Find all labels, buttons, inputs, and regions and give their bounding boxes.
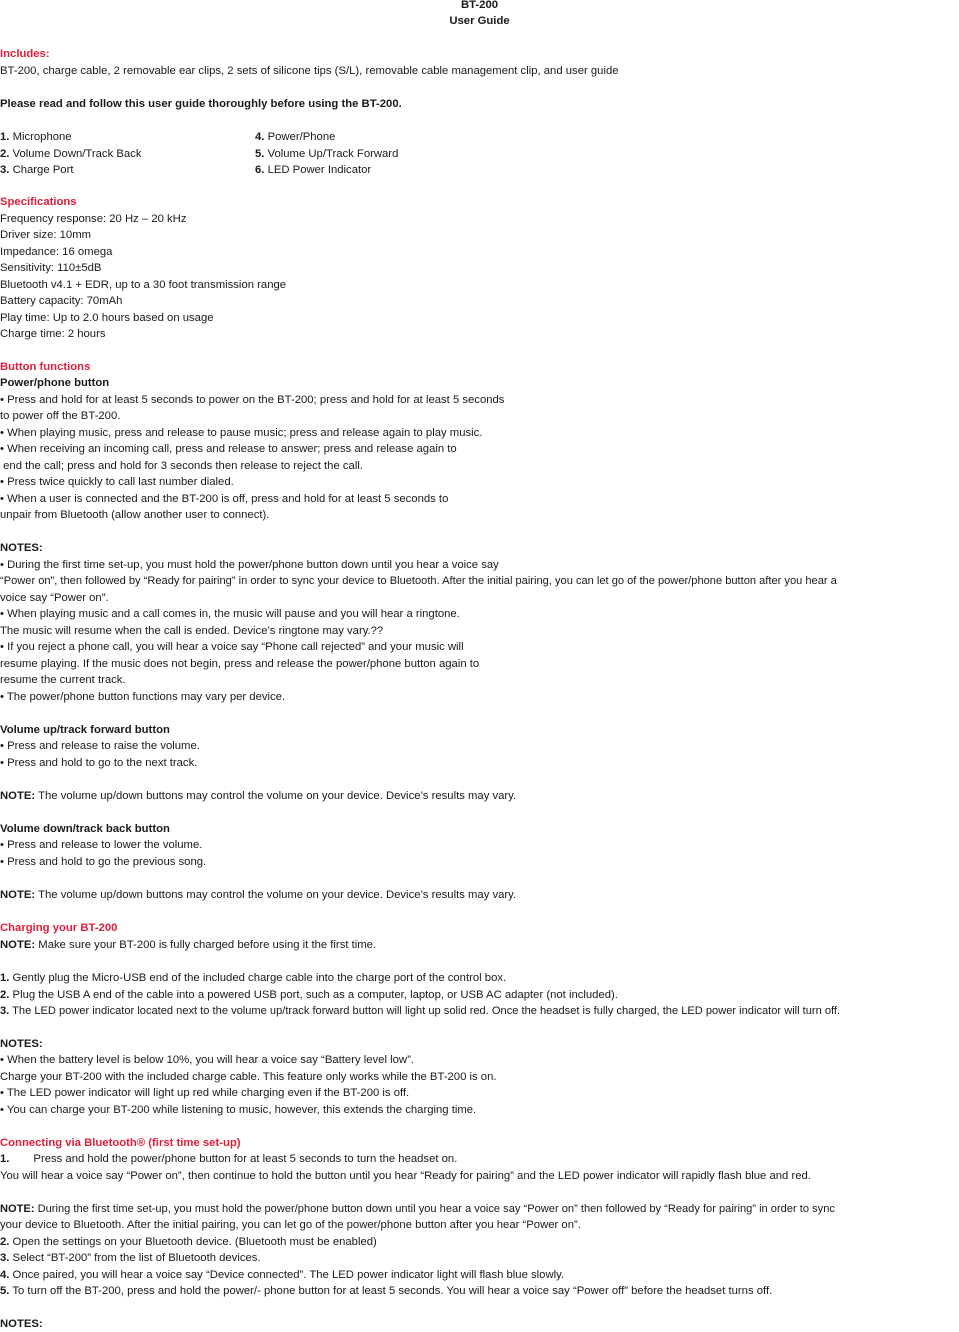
connecting-notes-heading: NOTES: [0,1318,43,1330]
spec-item: Play time: Up to 2.0 hours based on usage [0,312,214,324]
part-item-5: 5. Volume Up/Track Forward [255,148,399,160]
button-functions-heading: Button functions [0,361,91,373]
spec-item: Sensitivity: 110±5dB [0,262,102,274]
part-item-2: 2. Volume Down/Track Back [0,148,142,160]
connecting-step: 2. Open the settings on your Bluetooth device. (Bluetooth must be enabled) [0,1236,377,1248]
power-line: unpair from Bluetooth (allow another user to connect). [0,509,270,521]
doc-subtitle: User Guide [449,15,510,27]
volume-down-heading: Volume down/track back button [0,823,170,835]
charging-heading: Charging your BT-200 [0,922,118,934]
power-line: to power off the BT-200. [0,410,121,422]
note-line: • The power/phone button functions may vary per device. [0,691,286,703]
charging-step: 1. Gently plug the Micro-USB end of the included charge cable into the charge port of the control box. [0,972,507,984]
connecting-note: NOTE: During the first time set-up, you must hold the power/phone button down until you hear a voice say “Power on” then followed by “Ready for pairing” in order to sync [0,1203,835,1215]
charging-notes-heading: NOTES: [0,1038,43,1050]
note-line: • If you reject a phone call, you will hear a voice say “Phone call rejected” and your music will [0,641,464,653]
connecting-step-1: 1. Press and hold the power/phone button for at least 5 seconds to turn the headset on. [0,1153,458,1165]
intro-text: Please read and follow this user guide thoroughly before using the BT-200. [0,98,402,110]
spec-item: Impedance: 16 omega [0,246,113,258]
power-line: • When a user is connected and the BT-200 is off, press and hold for at least 5 seconds to [0,493,449,505]
charging-note-line: Charge your BT-200 with the included charge cable. This feature only works while the BT-200 is on. [0,1071,497,1083]
charging-step: 2. Plug the USB A end of the cable into a powered USB port, such as a computer, laptop, or USB AC adapter (not included). [0,989,618,1001]
volume-note: NOTE: The volume up/down buttons may control the volume on your device. Device’s results may vary. [0,889,517,901]
spec-item: Driver size: 10mm [0,229,92,241]
part-item-4: 4. Power/Phone [255,131,336,143]
part-item-6: 6. LED Power Indicator [255,164,372,176]
power-line: end the call; press and hold for 3 seconds then release to reject the call. [0,460,363,472]
note-line: • When playing music and a call comes in, the music will pause and you will hear a ringtone. [0,608,460,620]
note-line: The music will resume when the call is ended. Device’s ringtone may vary.?? [0,625,384,637]
charging-note-line: • You can charge your BT-200 while listening to music, however, this extends the charging time. [0,1104,477,1116]
volume-up-heading: Volume up/track forward button [0,724,170,736]
charging-step: 3. The LED power indicator located next to the volume up/track forward button will light up solid red. Once the headset is fully charged, the LED power indicator will turn off. [0,1005,841,1017]
connecting-step: 5. To turn off the BT-200, press and hold the power/- phone button for at least 5 seconds. You will hear a voice say “Power off” before the headset turns off. [0,1285,773,1297]
note-line: resume playing. If the music does not begin, press and release the power/phone button again to [0,658,480,670]
connecting-step: 4. Once paired, you will hear a voice say “Device connected”. The LED power indicator light will flash blue slowly. [0,1269,565,1281]
power-line: • Press and hold for at least 5 seconds to power on the BT-200; press and hold for at least 5 seconds [0,394,505,406]
part-item-3: 3. Charge Port [0,164,74,176]
connecting-step: 3. Select “BT-200” from the list of Bluetooth devices. [0,1252,261,1264]
part-item-1: 1. Microphone [0,131,72,143]
charging-note: NOTE: Make sure your BT-200 is fully charged before using it the first time. [0,939,377,951]
note-line: resume the current track. [0,674,126,686]
note-line: “Power on”, then followed by “Ready for pairing” in order to sync your device to Bluetooth. After the initial pairing, you can let go of the power/phone button after you hear a [0,575,837,587]
power-line: • When playing music, press and release to pause music; press and release again to play music. [0,427,483,439]
notes-heading: NOTES: [0,542,43,554]
charging-note-line: • When the battery level is below 10%, you will hear a voice say “Battery level low”. [0,1054,414,1066]
note-line: voice say “Power on”. [0,592,109,604]
spec-item: Frequency response: 20 Hz – 20 kHz [0,213,187,225]
doc-title: BT-200 [460,0,499,11]
volume-note: NOTE: The volume up/down buttons may control the volume on your device. Device’s results may vary. [0,790,517,802]
connecting-step-1-cont: You will hear a voice say “Power on”, then continue to hold the button until you hear “Ready for pairing” and the LED power indicator will rapidly flash blue and red. [0,1170,811,1182]
charging-note-line: • The LED power indicator will light up red while charging even if the BT-200 is off. [0,1087,410,1099]
note-line: • During the first time set-up, you must hold the power/phone button down until you hear a voice say [0,559,499,571]
spec-item: Charge time: 2 hours [0,328,106,340]
volume-down-line: • Press and hold to go the previous song. [0,856,207,868]
volume-down-line: • Press and release to lower the volume. [0,839,203,851]
power-line: • Press twice quickly to call last number dialed. [0,476,234,488]
power-line: • When receiving an incoming call, press and release to answer; press and release again to [0,443,457,455]
includes-text: BT-200, charge cable, 2 removable ear clips, 2 sets of silicone tips (S/L), removable cable management clip, and user guide [0,65,619,77]
includes-heading: Includes: [0,48,50,60]
spec-item: Battery capacity: 70mAh [0,295,123,307]
spec-item: Bluetooth v4.1 + EDR, up to a 30 foot transmission range [0,279,287,291]
volume-up-line: • Press and release to raise the volume. [0,740,200,752]
connecting-heading: Connecting via Bluetooth® (first time set-up) [0,1137,241,1149]
volume-up-line: • Press and hold to go to the next track. [0,757,198,769]
specifications-heading: Specifications [0,196,77,208]
power-button-heading: Power/phone button [0,377,110,389]
connecting-note-cont: your device to Bluetooth. After the initial pairing, you can let go of the power/phone button after you hear “Power on”. [0,1219,581,1231]
